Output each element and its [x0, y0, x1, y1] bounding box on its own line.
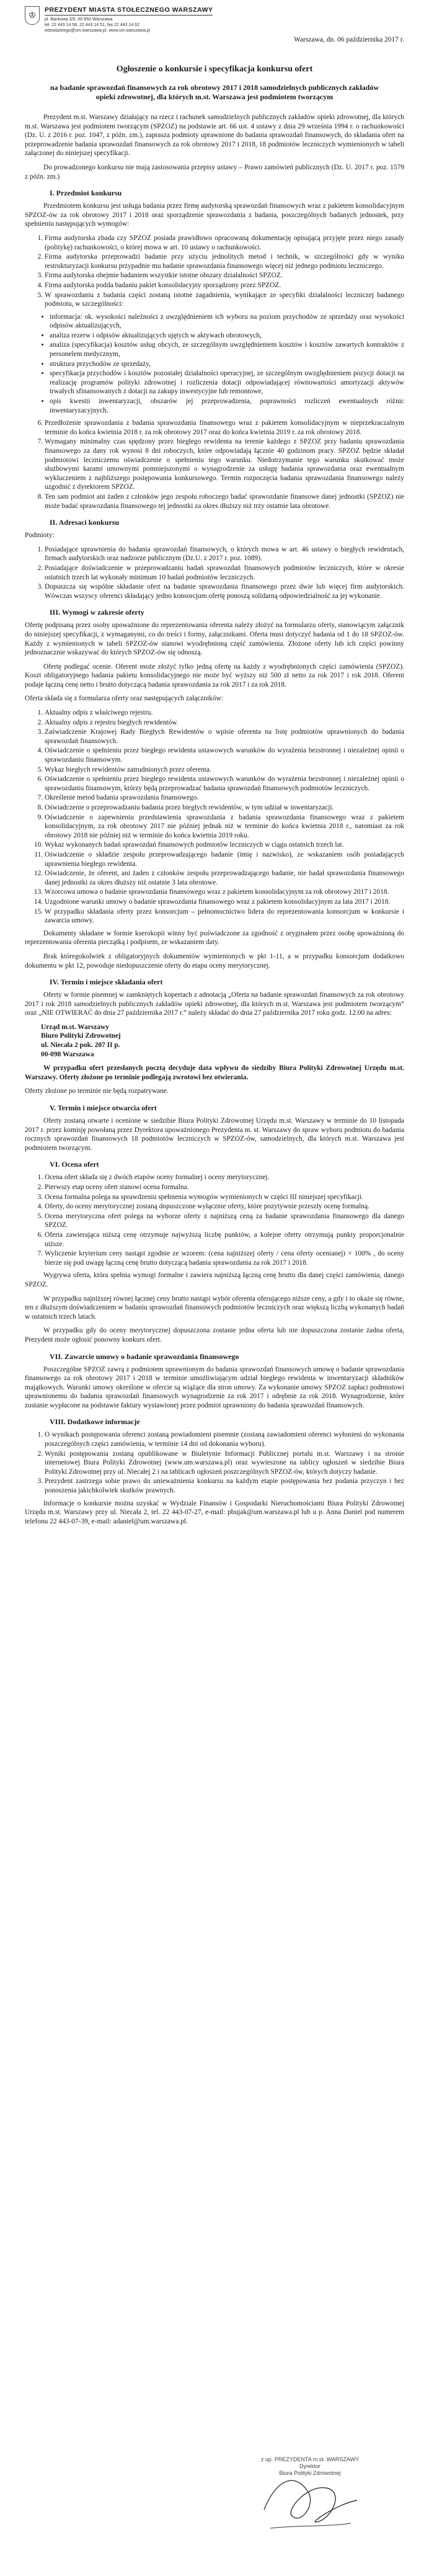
list-item: 2. Aktualny odpis z rejestru biegłych rewidentów. — [45, 718, 404, 728]
list-item: 8. Oświadczenie o przeprowadzaniu badania przez biegłych rewidentów, w tym udział w inwentaryzacji. — [45, 803, 404, 813]
address-line: ul. Niecała 2 pok. 207 II p. — [41, 1041, 120, 1050]
list-item: 1. Posiadające uprawnienia do badania sprawozdań finansowych, o których mowa w art. 46 ustawy o biegłych rewidentach, firmach audytorskich oraz nadzorze publicznym (Dz.U. z 2017 r. poz. 1089). — [45, 545, 404, 563]
list-item: 2. Firma audytorska przeprowadzi badanie przy użyciu jednolitych metod i technik, w szczególności gdy w wyniku restrukturyzacji konkursu przypadnie mu badanie sprawozdania finansowego więcej niż jednego podmiotu leczniczego. — [45, 252, 404, 270]
intro-paragraph: Do prowadzonego konkursu nie mają zastosowania przepisy ustawy – Prawo zamówień publicznych (Dz. U. 2017 r. poz. 1579 z późn. zm.) — [25, 163, 404, 180]
bullet-list — [25, 313, 404, 416]
section-paragraph: Oferty złożone po terminie nie będą rozpatrywane. — [25, 1087, 169, 1095]
address-line: Urząd m.st. Warszawy — [41, 1023, 109, 1031]
list-item: 11. Oświadczenie o składzie zespołu przeprowadzającego badanie (imię i nazwisko), ze wskazaniem osób posiadających uprawnienia biegłego rewidenta. — [45, 850, 404, 868]
section-paragraph: Przedmiotem konkursu jest usługa badania przez firmę audytorską sprawozdań finansowych wraz z pakietem konsolidacyjnym SPZOZ-ów za rok obrotowy 2017 i 2018 oraz sporządzenie sprawozdania z badania, poszczególnych badanych jednostek, przy spełnieniu następujących wymogów: — [25, 202, 404, 228]
stamp-line: Biura Polityki Zdrowotnej — [279, 2470, 341, 2476]
list-item: 15. W przypadku składania oferty przez konsorcjum – pełnomocnictwo lidera do reprezentowania konsorcjum w konkursie i zawarcia umowy. — [45, 907, 404, 925]
section-paragraph: Oferta składa się z formularza oferty oraz następujących załączników: — [25, 695, 224, 703]
intro-paragraph: Prezydent m.st. Warszawy działający na rzecz i rachunek samodzielnych publicznych zakładów opieki zdrowotnej, dla których m.st. Warszawa jest podmiotem tworzącym (SPZOZ) na podstawie art. 66 ust. 4 ustawy z dnia 29 września 1994 r. o rachunkowości (Dz. U. z 2016 r. poz. 1047, z późn. zm.), zaprasza podmioty uprawnione do badania sprawozdań finansowych, do składania ofert na przeprowadzenie badania sprawozdań finansowych za rok obrotowy 2017 i 2018, 18 podmiotów leczniczych wymienionych w tabeli załączonej do niniejszej specyfikacji. — [25, 114, 404, 158]
stamp-line: z up. PREZYDENTA m.st. WARSZAWY — [260, 2456, 360, 2462]
section-heading: III. Wymogi w zakresie oferty — [50, 608, 144, 617]
document-date: Warszawa, dn. 06 października 2017 r. — [294, 36, 404, 43]
list-item: 1. Aktualny odpis z właściwego rejestru. — [45, 708, 404, 718]
document-title: Ogłoszenie o konkursie i specyfikacja konkursu ofert — [116, 65, 313, 74]
bullet-item: • opis kwestii inwentaryzacji, obszarów jej przeprowadzenia, poprawności rozliczeń ewentualnych różnic inwentaryzacyjnych. — [50, 397, 404, 415]
section-heading: II. Adresaci konkursu — [50, 518, 120, 527]
signature-block — [233, 2451, 388, 2551]
section-list — [25, 1430, 404, 1495]
section-list — [25, 419, 404, 510]
submission-address — [41, 1023, 404, 1059]
letterhead-line: pl. Bankowy 3/5, 00-950 Warszawa — [45, 17, 113, 22]
section-heading: I. Przedmiot konkursu — [50, 189, 122, 198]
section-heading: VI. Ocena ofert — [50, 1160, 99, 1169]
section-paragraph: W przypadku gdy do oceny merytorycznej dopuszczona zostanie jedna oferta lub nie dopuszczona zostanie żadna oferta, Prezydent może ogłosić ponowny konkurs ofert. — [25, 1327, 404, 1344]
section-paragraph: Poszczególne SPZOZ zawrą z podmiotem uprawnionym do badania sprawozdań finansowych umowę o badanie sprawozdania finansowego za rok obrotowy 2017 i 2018 w terminie umożliwiającym udział biegłego rewidenta w inwentaryzacji składników majątkowych. Warunki umowy określone w ofercie są wiążące dla stron umowy. Za wykonanie umowy SPZOZ zapłaci podmiotowi uprawnionemu do badania sprawozdań finansowych wynagrodzenie za rok 2017 i odrębnie za rok 2018. Wynagrodzenie, które zostanie wypłacone na podstawie faktury wystawionej przez podmiot uprawniony do badania sprawozdań finansowych. — [25, 1365, 404, 1409]
list-item: 4. Oferty, do oceny merytorycznej zostaną dopuszczone wyłącznie oferty, które pozytywnie przeszły ocenę formalną. — [45, 1202, 404, 1211]
address-line: Biuro Polityki Zdrowotnej — [41, 1032, 121, 1040]
section-paragraph: Ofertę podlegać ocenie. Oferent może złożyć tylko jedną ofertę na każdy z wyodrębnionych części zamówienia (SPZOZ). Koszt obligatoryjnego badania pakietu konsolidacyjnego nie może być wyższy niż 500 zł netto za rok 2017 i rok 2018. Oferent podaje łączną cenę netto i brutto dotyczącą badania sprawozdania za rok 2017 i za rok 2018. — [25, 662, 404, 689]
list-item: 1. Ocena ofert składa się z dwóch etapów oceny formalnej i oceny merytorycznej. — [45, 1173, 404, 1182]
section-paragraph: Informacje o konkursie można uzyskać w Wydziale Finansów i Gospodarki Nieruchomościami Biura Polityki Zdrowotnej Urzędu m.st. Warszawy przy ul. Niecała 2, tel. 22 443-07-27, e-mail: pbujak@um.warszawa.pl lub u p. Anna Daniel pod numerem telefonu 22 443-07-39, e-mail: adaniel@um.warszawa.pl. — [25, 1499, 404, 1525]
list-item: 1. Firma audytorska zbada czy SPZOZ posiada prawidłowo opracowaną dokumentację opisującą przyjęte przez niego zasady (politykę) rachunkowości, o której mowa w art. 10 ustawy o rachunkowości. — [45, 234, 404, 252]
handwritten-signature-icon — [258, 2466, 363, 2541]
list-item: 7. Wymagany minimalny czas spędzony przez biegłego rewidenta na terenie każdego z SPZOZ przy badaniu sprawozdania finansowego za dany rok wynosi 8 dni roboczych, które odpowiadają łącznie 40 godzinom pracy. SPZOZ będzie składał podmiotowi leczniczemu oświadczenie o spełnieniu tego warunku. Niedotrzymanie tego warunku skutkować może służbowymi karami umownymi pomniejszonymi o wynagrodzenie za usługę badania sprawozdania oraz ewentualnym wykluczeniem z najbliższego postępowania konkursowego. Termin rozpoczęcia badania sprawozdania finansowego należy uzgodnić z dyrektorem SPZOZ. — [45, 437, 404, 492]
list-item: 6. Przedłożenie sprawozdania z badania sprawozdania finansowego wraz z pakietem konsolidacyjnym w nieprzekraczalnym terminie do końca kwietnia 2018 r. za rok obrotowy 2017 oraz do końca kwietnia 2019 r. za rok obrotowy 2018. — [45, 419, 404, 437]
section-list — [25, 545, 404, 601]
list-item: 6. Oświadczenie o spełnieniu przez biegłego rewidenta ustawowych warunków do wyrażenia bezstronnej i niezależnej opinii o sprawozdaniu finansowym, którzy będą przeprowadzać badania sprawozdań finansowych podmiotów leczniczych. — [45, 775, 404, 793]
bullet-item: • analiza (specyfikacja) kosztów usług obcych, ze szczególnym uwzględnieniem kosztów i kosztów zawartych kontraktów z personelem medycznym, — [50, 341, 404, 359]
letterhead-line: tel. 22 443 14 58, 22 443 14 51, fax 22 443 14 62 — [45, 23, 139, 27]
list-item: 3. Prezydent zastrzega sobie prawo do unieważnienia konkursu na każdym etapie postępowania bez podania przyczyn i bez ponoszenia jakichkolwiek skutków prawnych. — [45, 1477, 404, 1495]
list-item: 3. Firma audytorska obejmie badaniem wszystkie istotne obszary działalności SPZOZ. — [45, 271, 404, 280]
document-subtitle: na badanie sprawozdań finansowych za rok obrotowy 2017 i 2018 samodzielnych publicznych zakładów opieki zdrowotnej, dla których m.st. Warszawa jest podmiotem tworzącym — [50, 83, 379, 101]
list-item: 1. O wynikach postępowania oferenci zostaną powiadomieni pisemnie (zostaną zawiadomieni oferenci wyłonieni do wykonania poszczególnych części zamówienia, w terminie 14 dni od dokonania wyboru). — [45, 1430, 404, 1448]
bullet-item: • informacja: ok. wysokości należności z uwzględnieniem ich wyboru na poziom przychodów ze sprzedaży oraz wysokości odpisów aktualizujących, — [50, 313, 404, 331]
list-item: 14. Uzgodnione warunki umowy o badanie sprawozdania finansowego wraz z pakietem konsolidacyjnym za lata 2017 i 2018. — [45, 898, 404, 907]
list-item: 2. Pierwszy etap oceny ofert stanowi ocena formalna. — [45, 1183, 404, 1192]
section-heading: V. Termin i miejsce otwarcia ofert — [50, 1103, 157, 1113]
section-heading: IV. Termin i miejsce składania ofert — [50, 978, 163, 987]
list-item: 2. Wyniki postępowania zostaną opublikowane w Biuletynie Informacji Publicznej portalu m.st. Warszawy i na stronie internetowej Biura Polityki Zdrowotnej (www.um.warszawa.pl) oraz wywieszone na tablicy ogłoszeń w siedzibie Biura Polityki Zdrowotnej przy ul. Niecałej 2 i na tablicach ogłoszeń poszczególnych SPZOZ-ów, których dotyczy badanie. — [45, 1450, 404, 1477]
section-list — [25, 234, 404, 309]
letterhead — [25, 6, 404, 33]
section-paragraph: Oferty zostaną otwarte i ocenione w siedzibie Biura Polityki Zdrowotnej Urzędu m.st. Warszawy w terminie do 10 listopada 2017 r. przez komisję powołaną przez Dyrektora upoważnionego Prezydenta m. st. Warszawy do spraw wyboru podmiotu do badania rocznych sprawozdań finansowych 18 podmiotów leczniczych w SPZOZ-ów, samodzielnych, dla których m.st. Warszawa jest podmiotem tworzącym. — [25, 1117, 404, 1152]
list-item: 12. Oświadczenie, że oferent, ani żaden z członków zespołu przeprowadzającego badanie, nie badał sprawozdania finansowego danej jednostki za okres dłuższy niż ostatnie 3 lata obrotowe. — [45, 869, 404, 887]
warsaw-crest-icon: ♔ — [25, 6, 40, 25]
list-item: 2. Posiadające doświadczenie w przeprowadzaniu badań sprawozdań finansowych podmiotów leczniczych, które w okresie ostatnich trzech lat wykonały minimum 10 badań podmiotów leczniczych. — [45, 564, 404, 582]
org-name: PREZYDENT MIASTA STOŁECZNEGO WARSZAWY — [45, 6, 213, 16]
bullet-item: • struktura przychodów ze sprzedaży, — [50, 360, 404, 369]
list-item: 3. Dopuszcza się wspólne składanie ofert na badanie sprawozdania finansowego przez dwie lub więcej firm audytorskich. Wówczas wszyscy oferenci składający jedno konsorcjum ofertę ponoszą solidarną odpowiedzialność za jej wykonanie. — [45, 582, 404, 600]
stamp-line: Dyrektor — [299, 2463, 320, 2469]
list-item: 7. Wyliczenie kryterium ceny nastąpi zgodnie ze wzorem: (cena najniższej oferty / cena oferty ocenianej) × 100% , do oceny bierze się pod uwagę łączną cenę brutto dotyczącą badania sprawozdania za rok 2017 i 2018. — [45, 1249, 404, 1267]
section-list — [25, 708, 404, 925]
letterhead-line: edzwiazkiego@um.warszawa.pl, www.um.warszawa.pl — [45, 29, 151, 33]
section-heading: VII. Zawarcie umowy o badanie sprawozdania finansowego — [50, 1352, 239, 1361]
letterhead-text — [45, 6, 213, 33]
list-item: 3. Zaświadczenie Krajowej Rady Biegłych Rewidentów o wpisie oferenta na listę podmiotów uprawnionych do badania sprawozdań finansowych. — [45, 728, 404, 746]
list-item: 6. Oferta zawierająca niższą cenę otrzymuje najwyższą liczbę punktów, a kolejne oferty otrzymują punkty proporcjonalnie niższe. — [45, 1231, 404, 1249]
section-paragraph: Dokumenty składane w formie kserokopii winny być poświadczone za zgodność z oryginałem przez osobę upoważnioną do reprezentowania oferenta pieczątką i podpisem, ze wskazaniem daty. — [25, 929, 404, 947]
list-item: 5. Wykaz biegłych rewidentów zatrudnionych przez oferenta. — [45, 765, 404, 775]
section-paragraph: W przypadku najniższej równej łącznej ceny brutto nastąpi wybór oferenta oferującego niższe ceny, a gdy i to okaże się równe, ten z dłuższym doświadczeniem w badaniu sprawozdań finansowych podmiotów leczniczych oraz większą liczbą wykonanych badań w ostatnich trzech latach. — [25, 1295, 404, 1321]
address-line: 00-098 Warszawa — [41, 1050, 94, 1058]
section-list — [25, 1173, 404, 1267]
section-paragraph: Podmioty: — [25, 532, 55, 540]
list-item: 7. Określenie metod badania sprawozdania finansowego. — [45, 793, 404, 803]
list-item: 4. Oświadczenie o spełnieniu przez biegłego rewidenta ustawowych warunków do wyrażenia bezstronnej i niezależnej opinii o sprawozdaniu finansowym. — [45, 746, 404, 764]
bullet-item: • analiza rezerw i odpisów aktualizujących ujętych w aktywach obrotowych, — [50, 331, 404, 341]
section-paragraph: Ofertę podpisaną przez osoby upoważnione do reprezentowania oferenta należy złożyć na formularzu oferty, stanowiącym załącznik do niniejszej specyfikacji, z wymaganymi, co do treści i formy, załącznikami. Oferta musi dotyczyć badania od 1 do 18 SPZOZ-ów. Każdy z wymienionych w tabeli SPZOZ-ów stanowi wyodrębnioną część zamówienia. Złożone oferty lub ich części powinny jednoznacznie wskazywać do których SPZOZ-ów się odnoszą. — [25, 622, 404, 657]
section-paragraph: W przypadku ofert przesłanych pocztą decyduje data wpływu do siedziby Biura Polityki Zdrowotnej Urzędu m.st. Warszawy. Oferty złożone po terminie podlegają zwrotowi bez otwierania. — [25, 1064, 404, 1081]
list-item: 13. Wzorcowa umowa o badanie sprawozdania finansowego wraz z pakietem konsolidacyjnym za rok obrotowy 2017 i 2018. — [45, 888, 404, 897]
section-paragraph: Brak któregokolwiek z obligatoryjnych dokumentów wymienionych w pkt 1-11, a w przypadku konsorcjum dodatkowo dokumentu w pkt 12, powoduje niedopuszczenie oferty do etapu oceny merytorycznej. — [25, 952, 404, 969]
list-item: 5. W sprawozdaniu z badania części zostaną istotne zagadnienia, wynikające ze specyfiki działalności leczniczej badanego podmiotu, w szczególności: — [45, 291, 404, 309]
section-paragraph: Oferty w formie pisemnej w zamkniętych kopertach z adnotacją „Oferta na badanie sprawozdań finansowych za rok obrotowy 2017 i rok 2018 samodzielnych publicznych zakładów opieki zdrowotnej, dla których m.st. Warszawa jest podmiotem tworzącym” oraz „NIE OTWIERAĆ do dnia 27 października 2017 r.” należy składać do dnia 27 października 2017 roku godz. 12.00 na adres: — [25, 991, 404, 1017]
bullet-item: • specyfikacja przychodów i kosztów pozostałej działalności operacyjnej, ze szczególnym uwzględnieniem pozycji dotacji na realizację programów polityki zdrowotnej i rozliczenia dotacji odpowiadającej równowartości amortyzacji aktywów trwałych sfinansowanych z dotacji na zakupy inwestycyjne lub remontowe, — [50, 369, 404, 396]
list-item: 10. Wykaz wykonanych badań sprawozdań finansowych podmiotów leczniczych w ciągu ostatnich trzech lat. — [45, 840, 404, 850]
list-item: 4. Firma audytorska podda badaniu pakiet konsolidacyjny sporządzony przez SPZOZ. — [45, 281, 404, 290]
section-paragraph: Wygrywa oferta, która spełnia wymogi formalne i zawiera najniższą łączną cenę brutto dla danej części zamówienia, danego SPZOZ. — [25, 1272, 404, 1288]
section-heading: VIII. Dodatkowe informacje — [50, 1417, 140, 1427]
list-item: 8. Ten sam podmiot ani żaden z członków jego zespołu roboczego badać sprawozdanie finansowe danej jednostki (SPZOZ) nie może badać sprawozdania finansowego tej jednostki za okres dłuższy niż trzy ostatnie lata obrotowe. — [45, 492, 404, 510]
list-item: 3. Ocena formalna polega na sprawdzeniu spełnienia wymogów wymienionych w części III niniejszej specyfikacji. — [45, 1193, 404, 1202]
list-item: 5. Ocena merytoryczna ofert polega na wyborze oferty z najniższą ceną za badanie sprawozdania finansowego dla danego SPZOZ. — [45, 1212, 404, 1230]
list-item: 9. Oświadczenie o zapewnieniu przedstawienia sprawozdania z badania sprawozdania finansowego wraz z pakietem konsolidacyjnym, za rok obrotowy 2017 nie później jednak niż w terminie do końca kwietnia 2018 r., natomiast za rok obrotowy 2018 nie później niż w terminie do końca kwietnia 2019 roku. — [45, 813, 404, 840]
